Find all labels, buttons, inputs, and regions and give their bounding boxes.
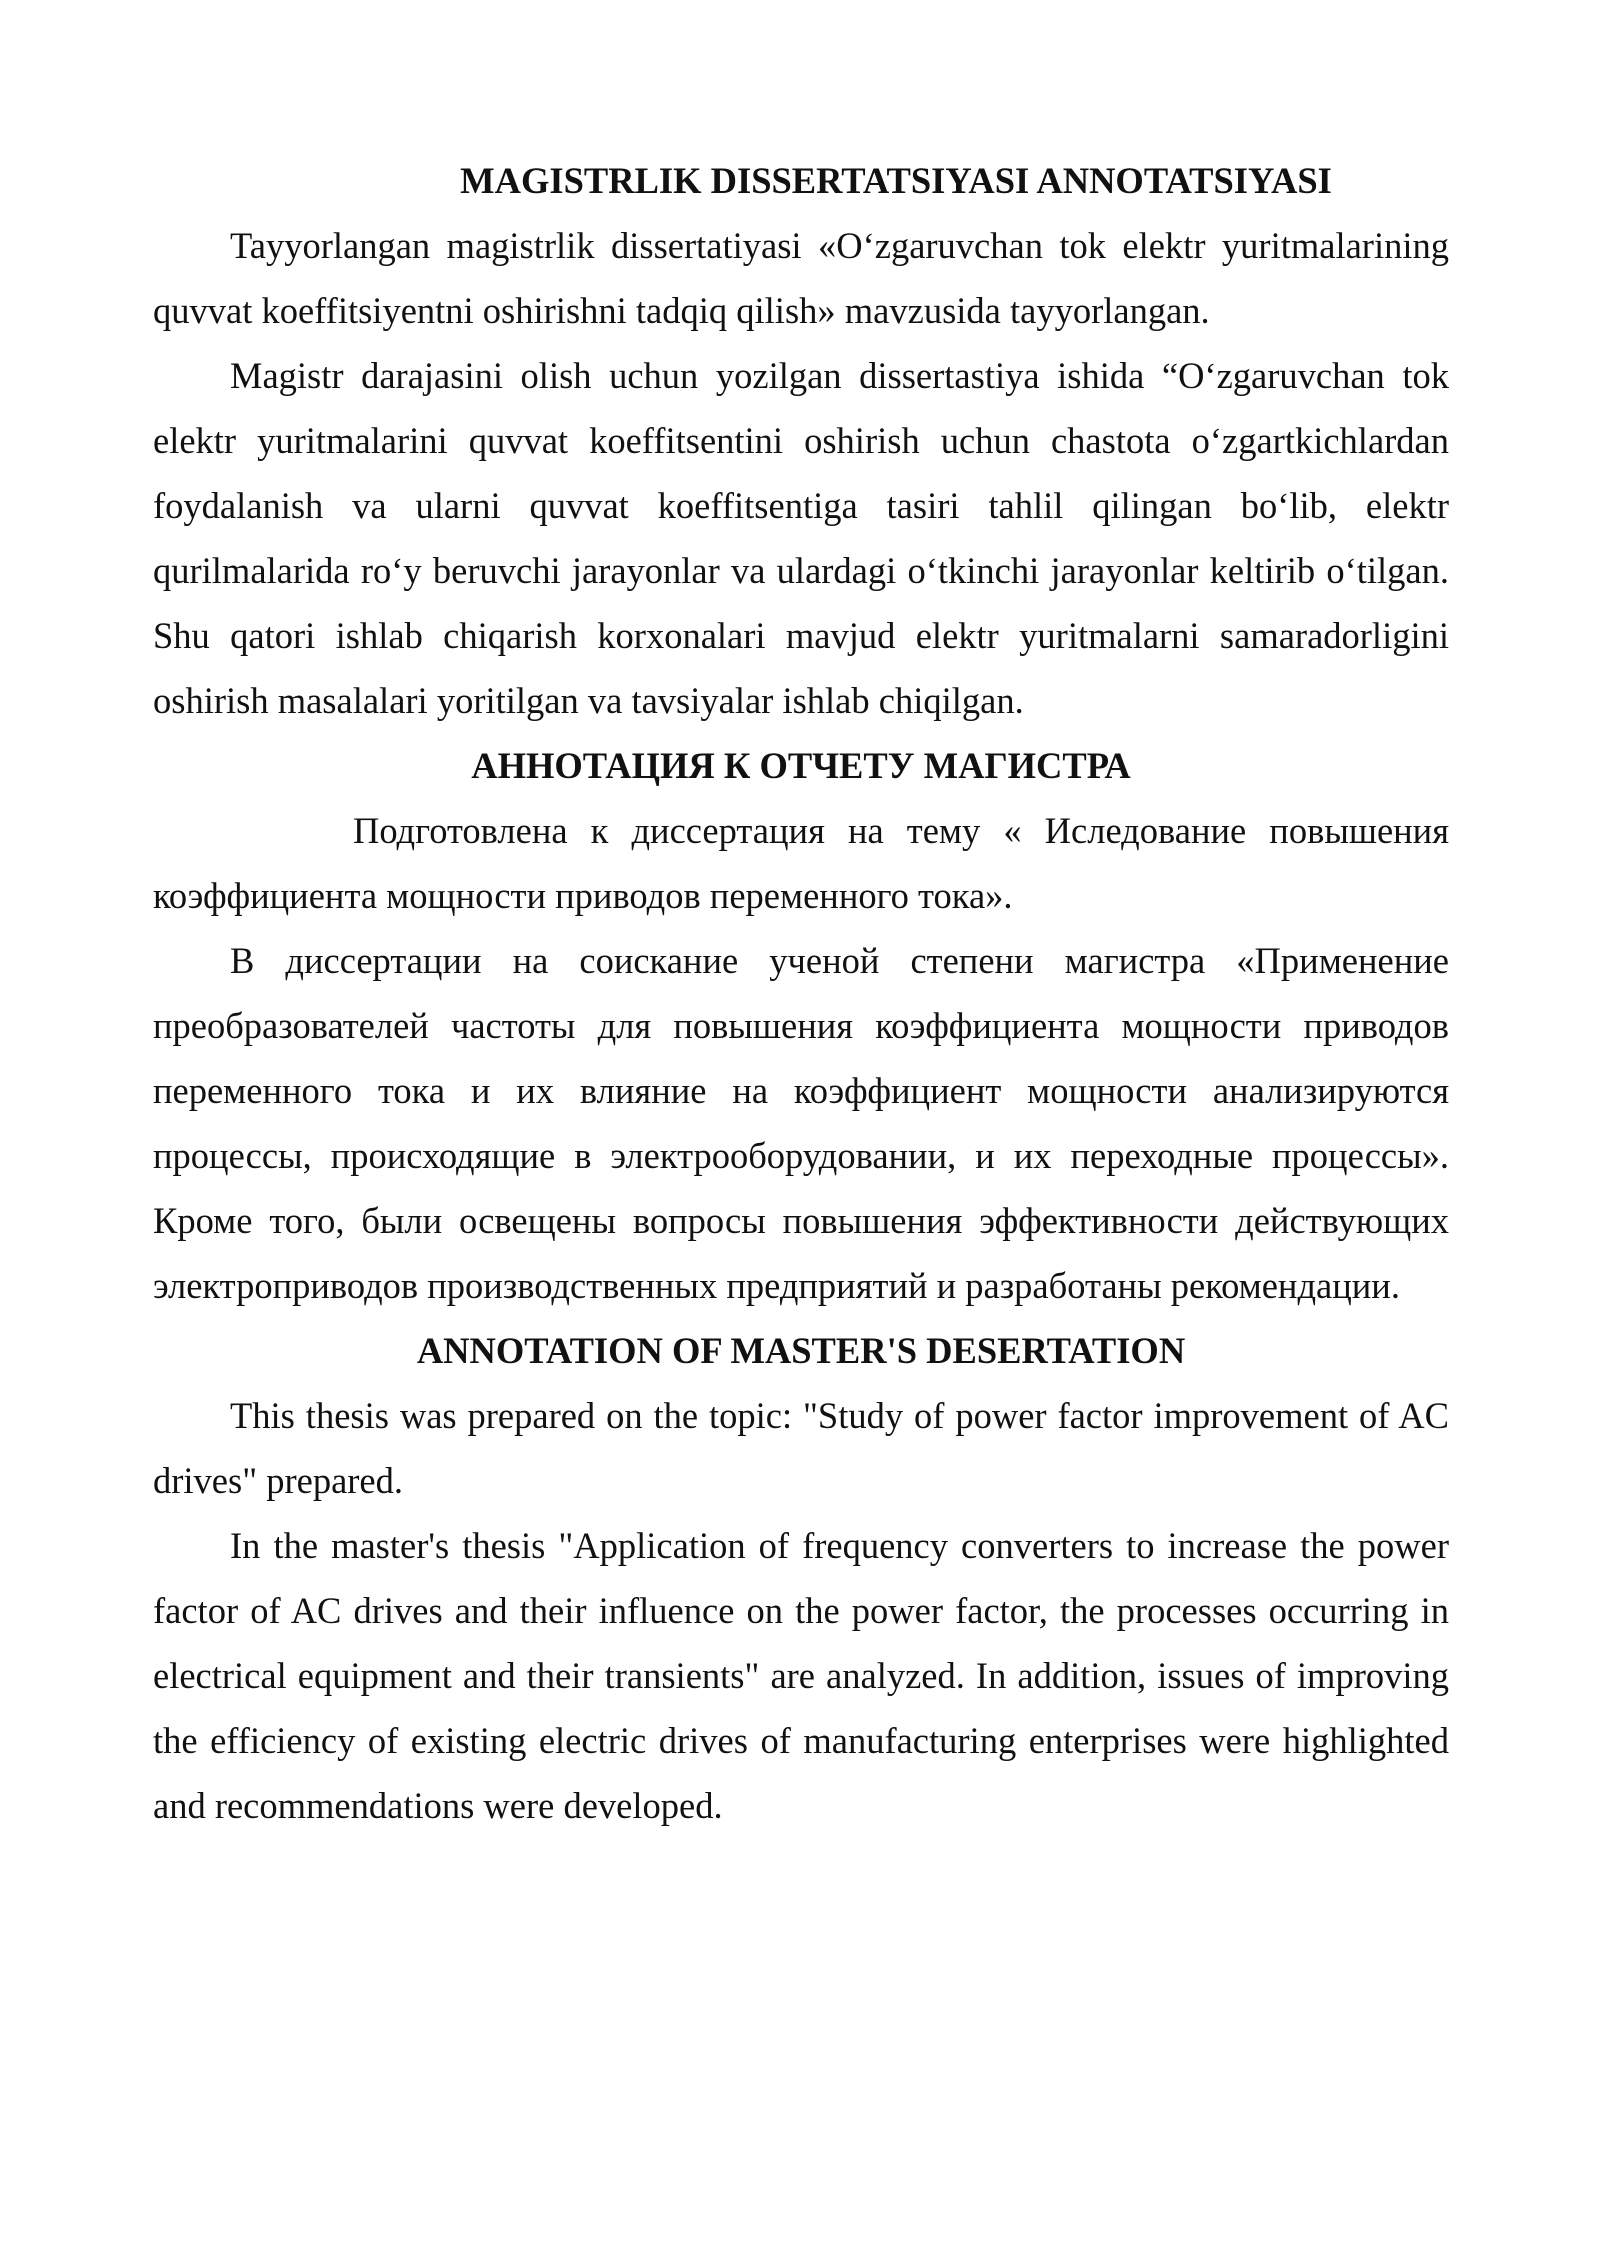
annotation-english — [153, 1318, 1449, 1838]
section-heading-russian: АННОТАЦИЯ К ОТЧЕТУ МАГИСТРА — [471, 745, 1131, 786]
paragraph-ru-1: Подготовлена к диссертация на тему « Иследование повышения коэффициента мощности приводов переменного тока». — [153, 810, 1449, 916]
paragraph-en-1: This thesis was prepared on the topic: "Study of power factor improvement of AC drives" prepared. — [153, 1395, 1449, 1501]
paragraph-ru-2: В диссертации на соискание ученой степени магистра «Применение преобразователей частоты для повышения коэффициента мощности приводов переменного тока и их влияние на коэффициент мощности анализируются процессы, происходящие в электрооборудовании, и их переходные процессы». Кроме того, были освещены вопросы повышения эффективности действующих электроприводов производственных предприятий и разработаны рекомендации. — [153, 940, 1449, 1306]
section-heading-uzbek: MAGISTRLIK DISSERTATSIYASI ANNOTATSIYASI — [460, 160, 1332, 201]
paragraph-uz-2: Magistr darajasini olish uchun yozilgan dissertastiya ishida “O‘zgaruvchan tok elektr yuritmalarini quvvat koeffitsentini oshirish uchun chastota o‘zgartkichlardan foydalanish va ularni quvvat koeffitsentiga tasiri tahlil qilingan bo‘lib, elektr qurilmalarida ro‘y beruvchi jarayonlar va ulardagi o‘tkinchi jarayonlar keltirib o‘tilgan. Shu qatori ishlab chiqarish korxonalari mavjud elektr yuritmalarni samaradorligini oshirish masalalari yoritilgan va tavsiyalar ishlab chiqilgan. — [153, 355, 1449, 721]
annotation-uzbek — [153, 148, 1449, 733]
paragraph-uz-1: Tayyorlangan magistrlik dissertatiyasi «O‘zgaruvchan tok elektr yuritmalarining quvvat koeffitsiyentni oshirishni tadqiq qilish» mavzusida tayyorlangan. — [153, 225, 1449, 331]
document-page — [153, 148, 1449, 1838]
paragraph-en-2: In the master's thesis "Application of frequency converters to increase the power factor of AC drives and their influence on the power factor, the processes occurring in electrical equipment and their transients" are analyzed. In addition, issues of improving the efficiency of existing electric drives of manufacturing enterprises were highlighted and recommendations were developed. — [153, 1525, 1449, 1826]
annotation-russian — [153, 733, 1449, 1318]
section-heading-english: ANNOTATION OF MASTER'S DESERTATION — [416, 1330, 1186, 1371]
